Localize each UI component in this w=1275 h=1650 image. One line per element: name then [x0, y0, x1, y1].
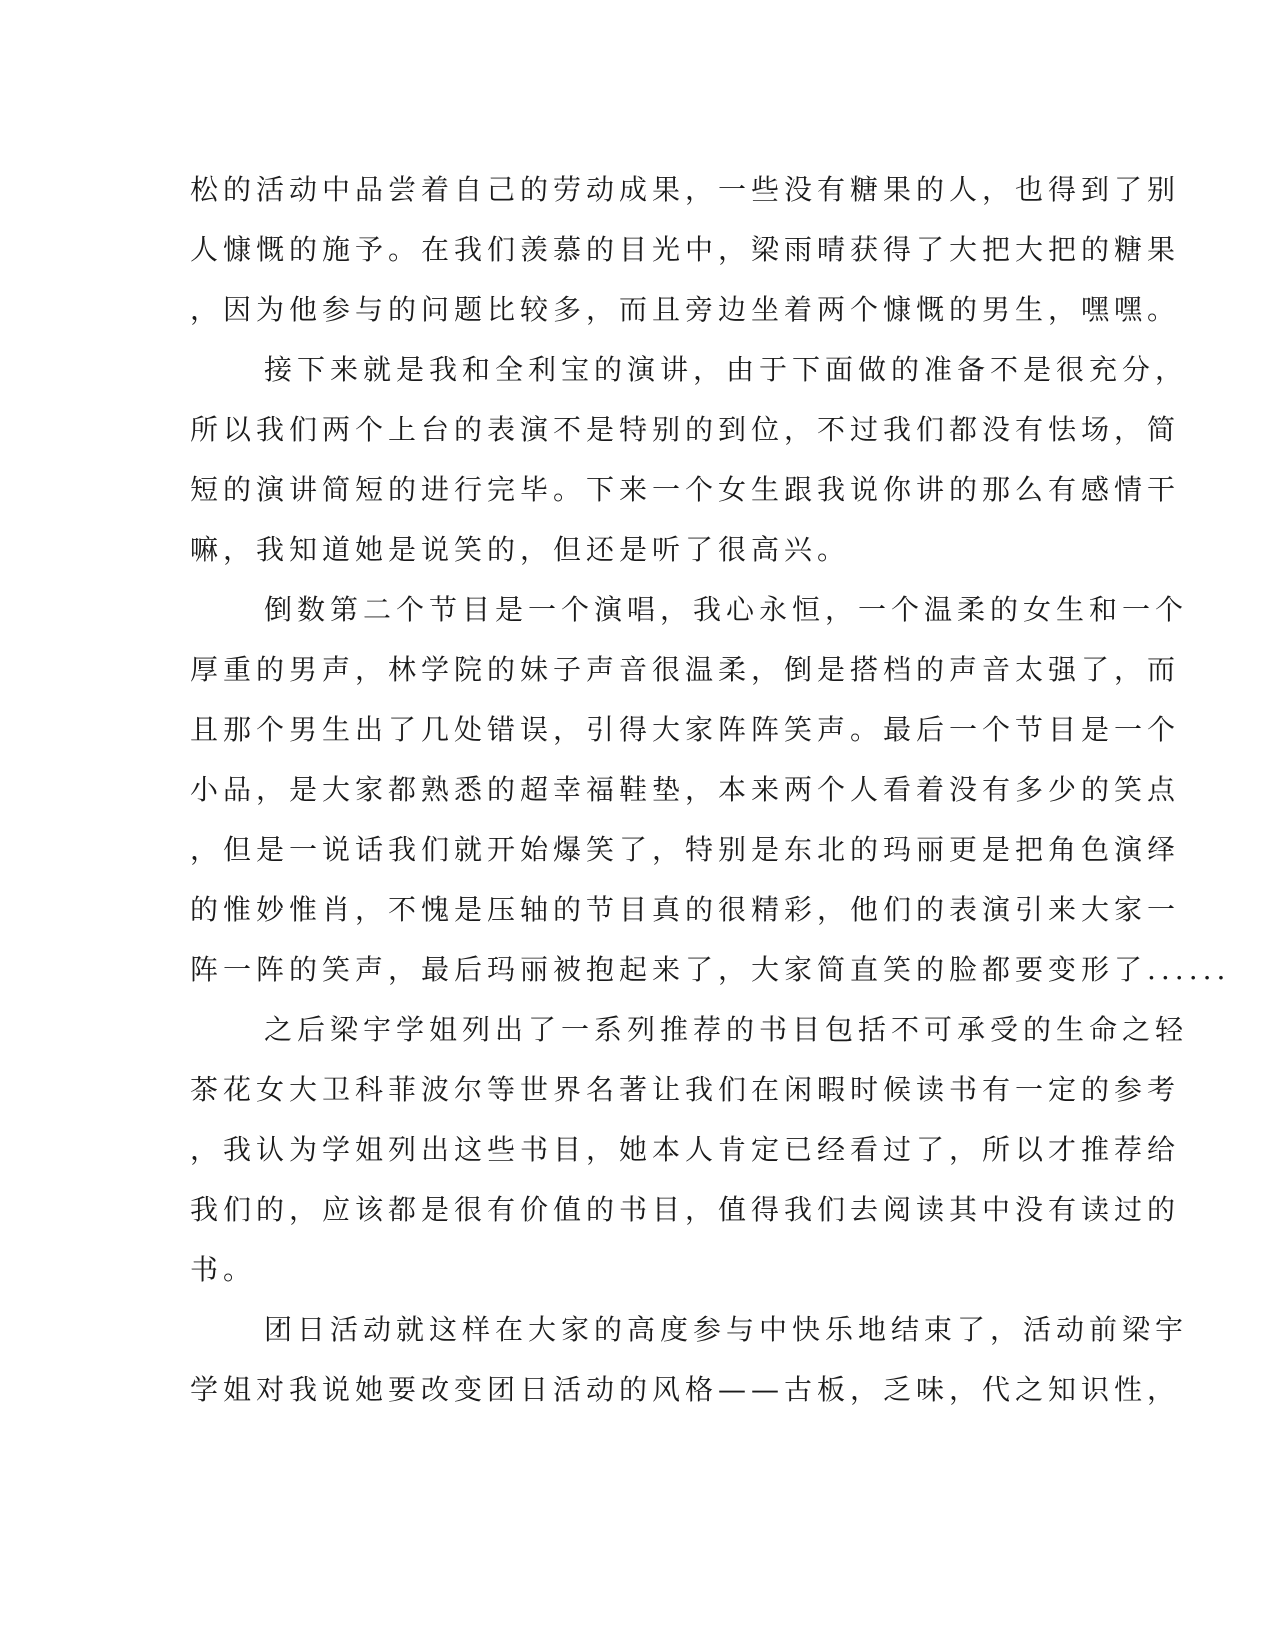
text-line: 松的活动中品尝着自己的劳动成果，一些没有糖果的人，也得到了别: [190, 173, 1181, 206]
text-line: 小品，是大家都熟悉的超幸福鞋垫，本来两个人看着没有多少的笑点: [190, 773, 1181, 806]
paragraph-first-line: 团日活动就这样在大家的高度参与中快乐地结束了，活动前梁宇: [264, 1313, 1189, 1346]
text-line: 书。: [190, 1253, 257, 1286]
text-line: ，但是一说话我们就开始爆笑了，特别是东北的玛丽更是把角色演绎: [190, 833, 1181, 866]
text-line: 所以我们两个上台的表演不是特别的到位，不过我们都没有怯场，简: [190, 413, 1181, 446]
text-line: 我们的，应该都是很有价值的书目，值得我们去阅读其中没有读过的: [190, 1193, 1181, 1226]
text-line: 人慷慨的施予。在我们羡慕的目光中，梁雨晴获得了大把大把的糖果: [190, 233, 1181, 266]
text-line: 茶花女大卫科菲波尔等世界名著让我们在闲暇时候读书有一定的参考: [190, 1073, 1181, 1106]
text-line: ，我认为学姐列出这些书目，她本人肯定已经看过了，所以才推荐给: [190, 1133, 1181, 1166]
paragraph-first-line: 之后梁宇学姐列出了一系列推荐的书目包括不可承受的生命之轻: [264, 1013, 1189, 1046]
text-line: 的惟妙惟肖，不愧是压轴的节目真的很精彩，他们的表演引来大家一: [190, 893, 1181, 926]
text-line: 学姐对我说她要改变团日活动的风格——古板，乏味，代之知识性，: [190, 1373, 1181, 1406]
text-line: 且那个男生出了几处错误，引得大家阵阵笑声。最后一个节目是一个: [190, 713, 1181, 746]
text-line: 阵一阵的笑声，最后玛丽被抱起来了，大家简直笑的脸都要变形了......: [190, 953, 1231, 986]
paragraph-first-line: 接下来就是我和全利宝的演讲，由于下面做的准备不是很充分，: [264, 353, 1189, 386]
text-line: ，因为他参与的问题比较多，而且旁边坐着两个慷慨的男生，嘿嘿。: [190, 293, 1181, 326]
body-text: [190, 160, 1231, 1420]
text-line: 厚重的男声，林学院的妹子声音很温柔，倒是搭档的声音太强了，而: [190, 653, 1181, 686]
paragraph-first-line: 倒数第二个节目是一个演唱，我心永恒，一个温柔的女生和一个: [264, 593, 1189, 626]
text-line: 嘛，我知道她是说笑的，但还是听了很高兴。: [190, 533, 851, 566]
text-line: 短的演讲简短的进行完毕。下来一个女生跟我说你讲的那么有感情干: [190, 473, 1181, 506]
